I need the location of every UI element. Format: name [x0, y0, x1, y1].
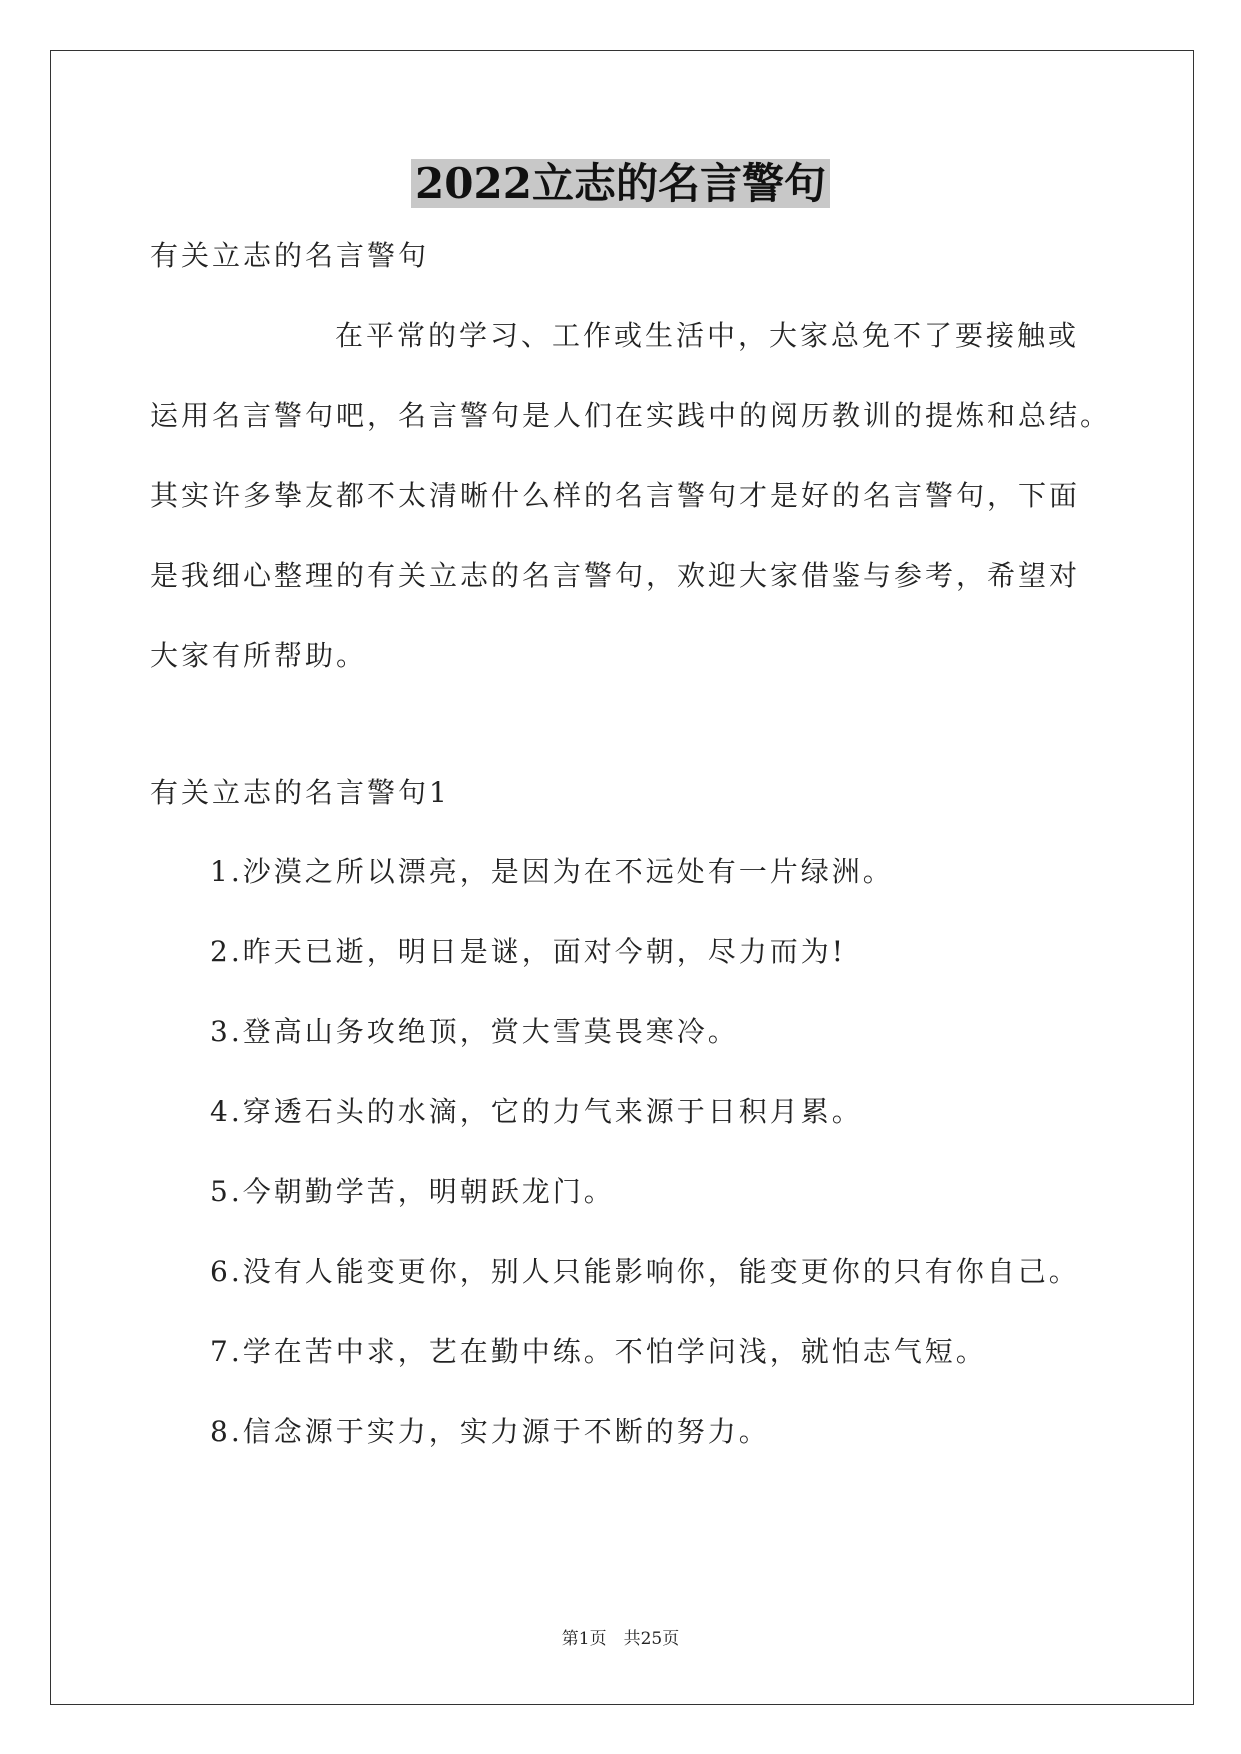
- document-title: [0, 155, 1241, 213]
- intro-line-2: 运用名言警句吧，名言警句是人们在实践中的阅历教训的提炼和总结。: [150, 399, 1112, 432]
- quote-item: 8.信念源于实力，实力源于不断的努力。: [210, 1415, 770, 1448]
- section-heading: 有关立志的名言警句1: [150, 776, 450, 809]
- quote-item: 1.沙漠之所以漂亮，是因为在不远处有一片绿洲。: [210, 855, 894, 888]
- intro-line-3: 其实许多挚友都不太清晰什么样的名言警句才是好的名言警句，下面: [150, 479, 1081, 512]
- quote-item: 7.学在苦中求，艺在勤中练。不怕学问浅，就怕志气短。: [210, 1335, 987, 1368]
- quote-item: 6.没有人能变更你，别人只能影响你，能变更你的只有你自己。: [210, 1255, 1080, 1288]
- intro-line-5: 大家有所帮助。: [150, 639, 368, 672]
- intro-line-1: 在平常的学习、工作或生活中，大家总免不了要接触或: [335, 319, 1080, 352]
- quote-item: 2.昨天已逝，明日是谜，面对今朝，尽力而为!: [210, 935, 846, 968]
- page-footer: 第1页 共25页: [561, 1629, 680, 1649]
- quote-item: 4.穿透石头的水滴，它的力气来源于日积月累。: [210, 1095, 863, 1128]
- intro-line-4: 是我细心整理的有关立志的名言警句，欢迎大家借鉴与参考，希望对: [150, 559, 1081, 592]
- quote-item: 5.今朝勤学苦，明朝跃龙门。: [210, 1175, 615, 1208]
- document-title-text: 2022立志的名言警句: [411, 159, 830, 208]
- document-subtitle: 有关立志的名言警句: [150, 239, 430, 272]
- quote-item: 3.登高山务攻绝顶，赏大雪莫畏寒冷。: [210, 1015, 739, 1048]
